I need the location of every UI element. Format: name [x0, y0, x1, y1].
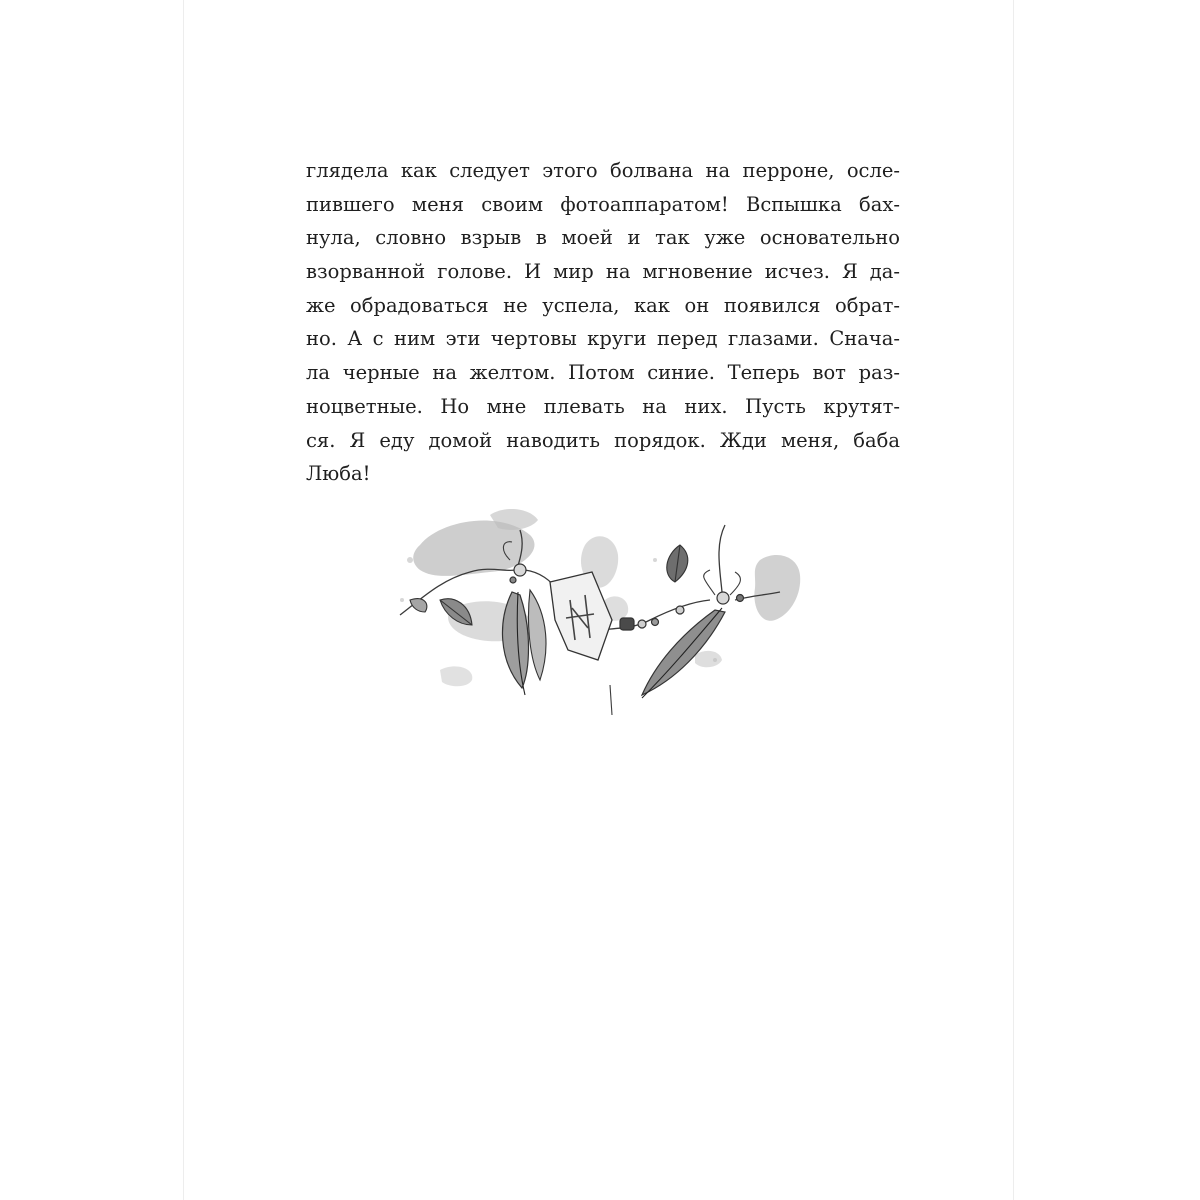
- text-line: глядела как следует этого болвана на перроне, осле-: [306, 159, 900, 182]
- text-line: же обрадоваться не успела, как он появился обрат-: [306, 293, 900, 317]
- text-line: ся. Я еду домой наводить порядок. Жди меня, баба: [306, 428, 900, 452]
- page-edge-left: [183, 0, 184, 1200]
- text-line: Люба!: [306, 462, 371, 486]
- page-edge-right: [1013, 0, 1014, 1200]
- text-line: взорванной голове. И мир на мгновение исчез. Я да-: [306, 260, 900, 284]
- text-line: но. А с ним эти чертовы круги перед глазами. Снача-: [306, 327, 900, 351]
- body-text: [306, 154, 900, 491]
- text-line: нула, словно взрыв в моей и так уже основательно: [306, 226, 900, 250]
- text-line: ноцветные. Но мне плевать на них. Пусть крутят-: [306, 394, 900, 418]
- ink-illustration: [380, 500, 820, 725]
- feather-left: [503, 590, 546, 695]
- text-line: пившего меня своим фотоаппаратом! Вспышка бах-: [306, 192, 900, 216]
- text-line: ла черные на желтом. Потом синие. Теперь вот раз-: [306, 361, 900, 385]
